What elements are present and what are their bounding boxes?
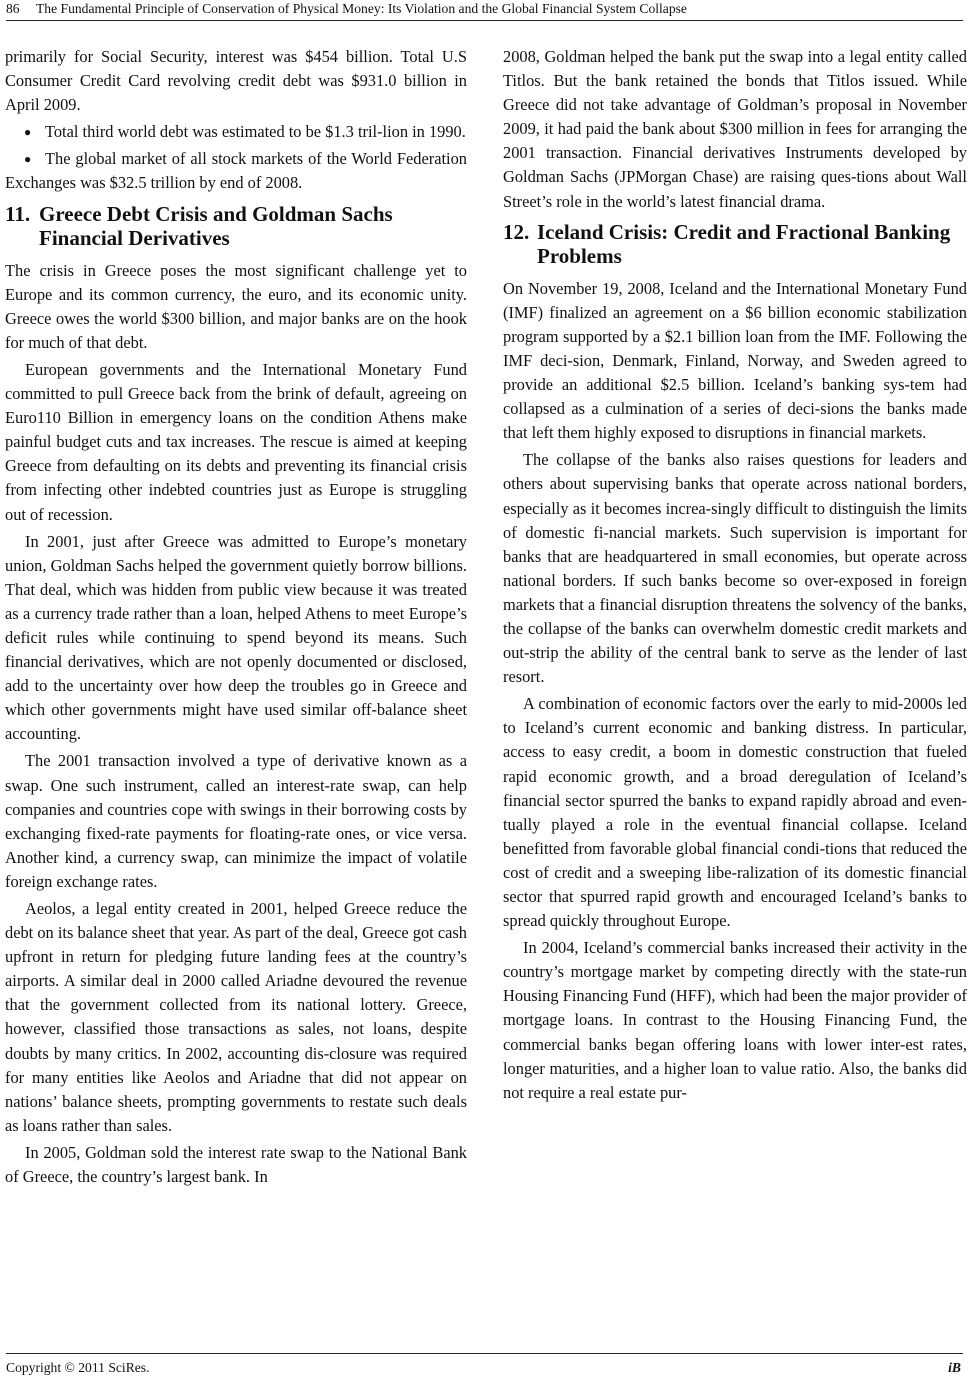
bullet-item: ● The global market of all stock markets of the World Federation Exchanges was $32.5 trillion by end of 2008.	[5, 149, 467, 193]
paragraph: In 2001, just after Greece was admitted to Europe’s monetary union, Goldman Sachs helped the government quietly borrow billions. That deal, which was hidden from public view because it was treated as a currency trade rather than a loan, helped Athens to meet Europe’s deficit rules while continuing to spend beyond its means. Such financial derivatives, which are not openly documented or disclosed, add to the uncertainty over how deep the troubles go in Greece and which other governments might have used similar off-balance sheet accounting.	[5, 531, 467, 744]
page-number: 86	[6, 1, 20, 16]
journal-abbrev: iB	[948, 1360, 961, 1375]
copyright-notice: Copyright © 2011 SciRes.	[6, 1360, 150, 1375]
paragraph: European governments and the International Monetary Fund committed to pull Greece back from the brink of default, agreeing on Euro110 Billion in emergency loans on the condition Athens make painful budget cuts and tax increases. The rescue is aimed at keeping Greece from defaulting on its debts and preventing its financial crisis from infecting other indebted countries just as Europe is struggling out of recession.	[5, 359, 467, 524]
left-column	[5, 45, 467, 1192]
section-heading-12: 12. Iceland Crisis: Credit and Fractional Banking Problems	[503, 219, 951, 268]
paragraph: The crisis in Greece poses the most significant challenge yet to Europe and its common currency, the euro, and its economic unity. Greece owes the world $300 billion, and major banks are on the hook for much of that debt.	[5, 260, 467, 352]
page-footer	[6, 1353, 963, 1382]
running-title: The Fundamental Principle of Conservation of Physical Money: Its Violation and the Global Financial System Collapse	[36, 1, 687, 16]
paragraph: A combination of economic factors over the early to mid-2000s led to Iceland’s current economic and banking distress. In particular, access to easy credit, a boom in domestic construction that fueled rapid economic growth, and a broad deregulation of Iceland’s financial sector spurred the banks to expand rapidly abroad and even-tually played a role in the eventual financial collapse. Iceland benefitted from favorable global financial condi-tions that reduced the cost of credit and a sweeping libe-ralization of its domestic financial sector that spurred rapid growth and encouraged Iceland’s banks to spread quickly throughout Europe.	[503, 694, 967, 931]
paragraph: On November 19, 2008, Iceland and the International Monetary Fund (IMF) finalized an agreement on a $6 billion economic stabilization program supported by a $2.1 billion loan from the IMF. Following the IMF deci-sion, Denmark, Finland, Norway, and Sweden agreed to provide an additional $2.5 billion. Iceland’s banking sys-tem had collapsed as a culmination of a series of deci-sions the banks made that left them highly exposed to disruptions in financial markets.	[503, 278, 967, 443]
paragraph: The 2001 transaction involved a type of derivative known as a swap. One such instrument, called an interest-rate swap, can help companies and countries cope with swings in their borrowing costs by exchanging fixed-rate payments for floating-rate ones, or vice versa. Another kind, a currency swap, can minimize the impact of volatile foreign exchange rates.	[5, 751, 467, 891]
bullet-icon: ●	[24, 125, 32, 140]
section-heading-11: 11. Greece Debt Crisis and Goldman Sachs Financial Derivatives	[5, 201, 393, 250]
paragraph: The collapse of the banks also raises questions for leaders and others about supervising banks that operate across national borders, especially as it becomes increa-singly difficult to distinguish the limits of domestic fi-nancial markets. Such supervision is important for banks that are headquartered in small economies, but operate across national borders. If such banks become so over-exposed in foreign markets that a financial disruption threatens the solvency of the banks, the collapse of the banks can overwhelm domestic credit markets and out-strip the ability of the central bank to serve as the lender of last resort.	[503, 450, 967, 687]
paragraph: In 2004, Iceland’s commercial banks increased their activity in the country’s mortgage market by competing directly with the state-run Housing Financing Fund (HFF), which had been the major provider of mortgage loans. In contrast to the Housing Financing Fund, the commercial banks began offering loans with lower inter-est rates, longer maturities, and a higher loan to value ratio. Also, the banks did not require a real estate pur-	[503, 938, 967, 1102]
intro-paragraph: primarily for Social Security, interest was $454 billion. Total U.S Consumer Credit Card revolving credit debt was $931.0 billion in April 2009.	[5, 47, 467, 115]
paragraph: In 2005, Goldman sold the interest rate swap to the National Bank of Greece, the country’s largest bank. In	[5, 1142, 467, 1187]
right-column	[503, 45, 967, 1108]
continuation-paragraph: 2008, Goldman helped the bank put the swap into a legal entity called Titlos. But the bank retained the bonds that Titlos issued. While Greece did not take advantage of Goldman’s proposal in November 2009, it had paid the bank about $300 million in fees for arranging the 2001 transaction. Financial derivatives Instruments developed by Goldman Sachs (JPMorgan Chase) are raising ques-tions about Wall Street’s role in the world’s latest financial drama.	[503, 47, 967, 211]
running-header	[6, 0, 963, 21]
bullet-icon: ●	[24, 152, 32, 167]
bullet-item: ● Total third world debt was estimated to be $1.3 tril-lion in 1990.	[5, 120, 467, 144]
bullet-list	[5, 120, 467, 195]
paragraph: Aeolos, a legal entity created in 2001, helped Greece reduce the debt on its balance sheet that year. As part of the deal, Greece got cash upfront in return for pledging future landing fees at the country’s airports. A similar deal in 2000 called Ariadne devoured the revenue that the government collected from its national lottery. Greece, however, classified those transactions as sales, not loans, despite doubts by many critics. In 2002, accounting dis-closure was required for many entities like Aeolos and Ariadne that did not appear on nations’ balance sheets, prompting governments to restate such deals as loans rather than sales.	[5, 899, 467, 1135]
